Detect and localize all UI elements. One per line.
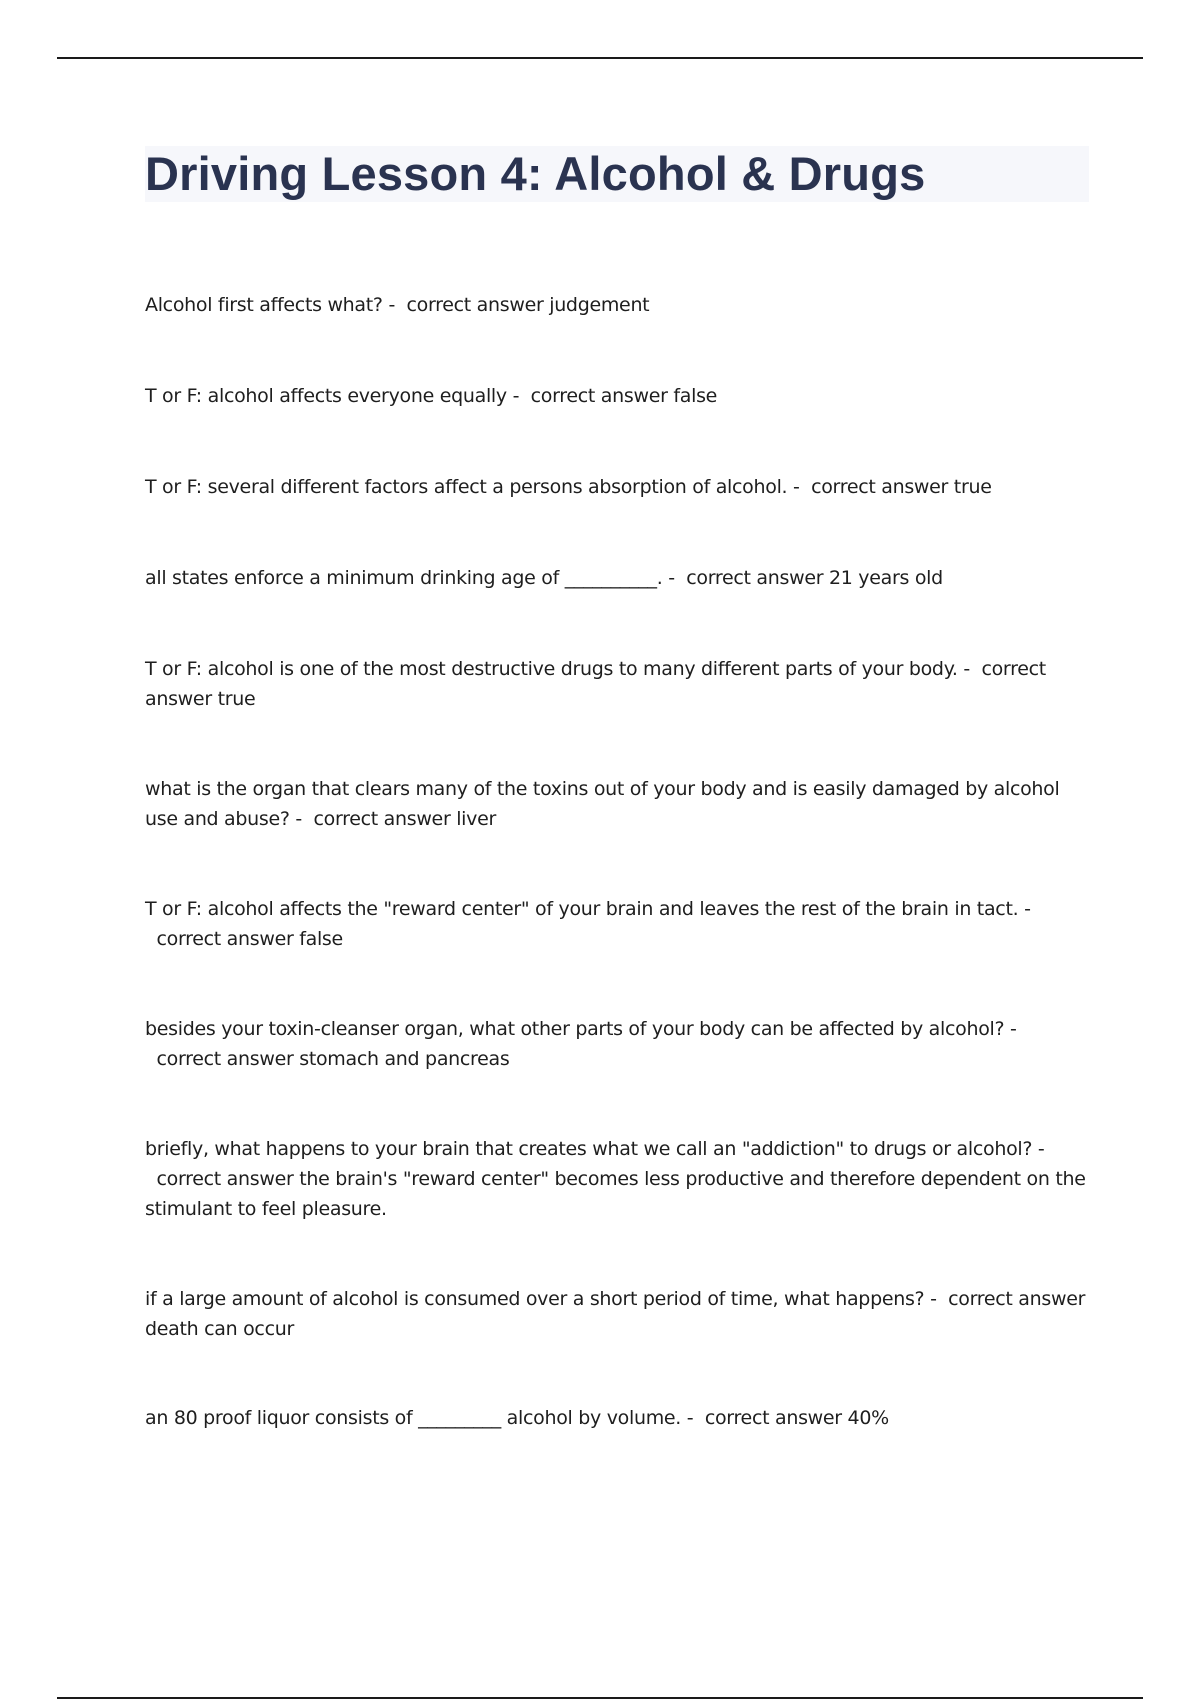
answer-text: correct answer 40% bbox=[704, 1407, 889, 1429]
qa-item bbox=[145, 654, 1090, 714]
bottom-rule bbox=[57, 1697, 1143, 1699]
question-text: an 80 proof liquor consists of _________ alcohol by volume. - bbox=[145, 1407, 694, 1429]
answer-text: correct answer judgement bbox=[406, 294, 650, 316]
qa-item bbox=[145, 1134, 1090, 1224]
question-text: Alcohol first affects what? - bbox=[145, 294, 395, 316]
qa-item bbox=[145, 381, 1090, 411]
qa-item bbox=[145, 563, 1090, 593]
question-text: what is the organ that clears many of the toxins out of your body and is easily damaged by alcohol use and abuse? - bbox=[145, 778, 1060, 830]
qa-item bbox=[145, 290, 1090, 320]
qa-item bbox=[145, 472, 1090, 502]
question-text: if a large amount of alcohol is consumed over a short period of time, what happens? - bbox=[145, 1288, 937, 1310]
qa-item bbox=[145, 894, 1090, 954]
answer-text: correct answer liver bbox=[313, 808, 497, 830]
question-text: T or F: alcohol affects the "reward center" of your brain and leaves the rest of the brain in tact. - bbox=[145, 898, 1031, 920]
answer-text: correct answer stomach and pancreas bbox=[156, 1048, 510, 1070]
answer-text: correct answer true bbox=[145, 658, 1046, 710]
qa-item bbox=[145, 1014, 1090, 1074]
qa-item bbox=[145, 1403, 1090, 1433]
answer-text: correct answer the brain's "reward center" becomes less productive and therefore dependent on the stimulant to feel pleasure. bbox=[145, 1168, 1086, 1220]
answer-text: correct answer false bbox=[156, 928, 343, 950]
answer-text: correct answer false bbox=[530, 385, 718, 407]
question-text: all states enforce a minimum drinking age of __________. - bbox=[145, 567, 675, 589]
qa-item bbox=[145, 1284, 1090, 1344]
question-text: T or F: alcohol affects everyone equally - bbox=[145, 385, 520, 407]
answer-text: correct answer death can occur bbox=[145, 1288, 1086, 1340]
answer-text: correct answer true bbox=[811, 476, 992, 498]
qa-item bbox=[145, 774, 1090, 834]
answer-text: correct answer 21 years old bbox=[686, 567, 943, 589]
question-text: T or F: alcohol is one of the most destructive drugs to many different parts of your body. - bbox=[145, 658, 970, 680]
top-rule bbox=[57, 57, 1143, 59]
question-text: briefly, what happens to your brain that creates what we call an "addiction" to drugs or alcohol? - bbox=[145, 1138, 1045, 1160]
question-text: T or F: several different factors affect a persons absorption of alcohol. - bbox=[145, 476, 800, 498]
document-title: Driving Lesson 4: Alcohol & Drugs bbox=[145, 147, 926, 200]
question-text: besides your toxin-cleanser organ, what other parts of your body can be affected by alcohol? - bbox=[145, 1018, 1017, 1040]
